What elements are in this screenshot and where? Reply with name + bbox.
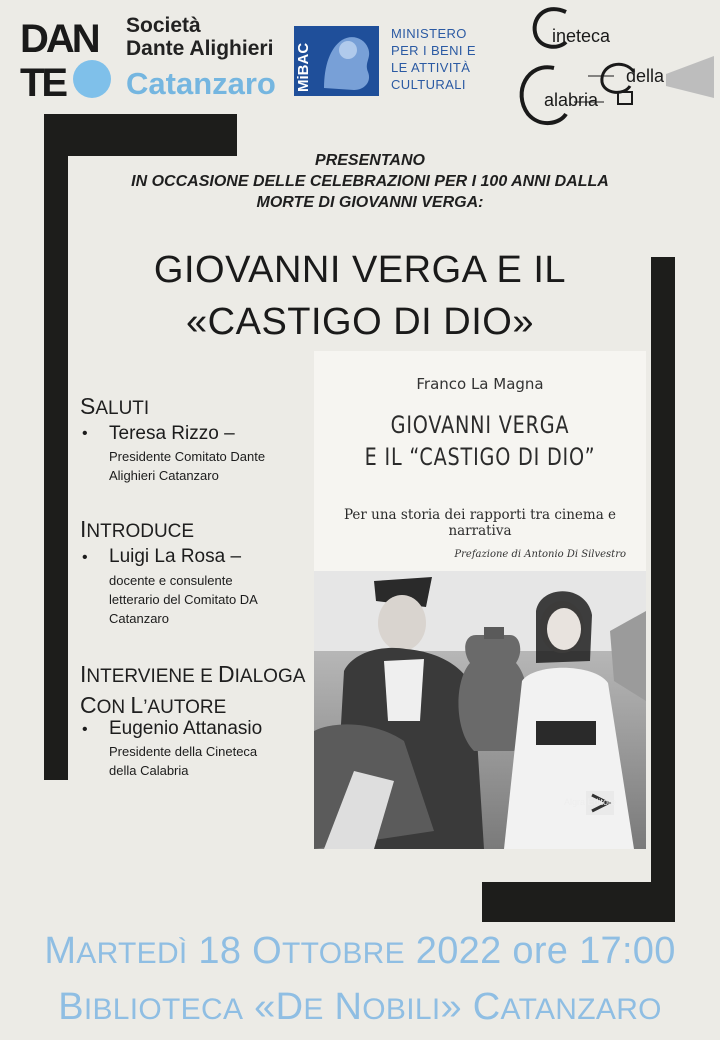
cover-subtitle: Per una storia dei rapporti tra cinema e narrativa: [343, 507, 617, 539]
book-cover: [314, 351, 646, 849]
section-introduce-heading: [80, 516, 194, 543]
bullet: •: [82, 549, 88, 566]
place-part: D: [275, 986, 304, 1028]
title-line2: «CASTIGO DI DIO»: [186, 301, 534, 343]
frame-bar-right: [651, 257, 675, 922]
cap-letter: S: [80, 393, 96, 419]
place-part: [324, 986, 335, 1028]
desc-line: letterario del Comitato DA: [109, 592, 258, 607]
desc-line: Alighieri Catanzaro: [109, 468, 219, 483]
place-part: E: [303, 993, 324, 1026]
place-part: »: [440, 986, 473, 1028]
date-part: M: [44, 930, 77, 972]
bullet: •: [82, 425, 88, 442]
intro-line: PRESENTANO: [315, 152, 425, 169]
ministero-line: CULTURALI: [391, 77, 466, 92]
cover-title-line2: E IL “CASTIGO DI DIO”: [364, 443, 596, 471]
speaker-name-saluti: Teresa Rizzo –: [109, 423, 235, 444]
svg-text:DAN: DAN: [20, 18, 98, 61]
small-caps: ALUTI: [95, 398, 150, 419]
cap-letter: C: [80, 692, 97, 718]
cap-letter: I: [80, 516, 87, 542]
speaker-desc-saluti: [109, 447, 265, 485]
societa-line1: Società: [126, 14, 201, 37]
intro-text: [90, 150, 650, 213]
speaker-name-introduce: Luigi La Rosa –: [109, 546, 242, 567]
small-caps: ON: [96, 697, 131, 718]
ministero-line: PER I BENI E: [391, 43, 476, 58]
section-saluti-heading: [80, 393, 149, 420]
desc-line: docente e consulente: [109, 573, 233, 588]
cap-letter: I: [80, 661, 87, 687]
cineteca-word: ineteca: [552, 26, 611, 46]
speaker-name-interviene: Eugenio Attanasio: [109, 718, 263, 739]
small-caps: ’AUTORE: [143, 697, 227, 718]
date-part: 2022 ore 17:00: [404, 930, 676, 972]
place-part: ATANZARO: [500, 993, 662, 1026]
cover-author: Franco La Magna: [416, 375, 544, 393]
cineteca-calabria-logo: [514, 2, 714, 130]
cap-letter: L: [130, 692, 144, 718]
svg-text:TE: TE: [20, 61, 66, 100]
place-part: N: [334, 986, 363, 1028]
ministero-line: MINISTERO: [391, 26, 467, 41]
event-date: [0, 930, 720, 973]
cover-preface: Prefazione di Antonio Di Silvestro: [454, 549, 626, 560]
cineteca-word: alabria: [544, 90, 599, 110]
heading-line: [80, 660, 305, 691]
cover-photo-image: [314, 571, 646, 849]
small-caps: IALOGA: [234, 666, 306, 687]
svg-text:MiBAC: MiBAC: [295, 42, 312, 92]
ministero-text: [391, 25, 476, 93]
desc-line: della Calabria: [109, 763, 189, 778]
ministero-line: LE ATTIVITÀ: [391, 60, 471, 75]
title-line1: GIOVANNI VERGA E IL: [153, 249, 567, 291]
societa-dante-text: [126, 14, 273, 60]
intro-line: MORTE DI GIOVANNI VERGA:: [256, 194, 484, 211]
dante-logo-icon: [20, 18, 112, 100]
place-part: IBLIOTECA: [83, 993, 244, 1026]
place-part: OBILI: [362, 993, 441, 1026]
cover-publisher: Algra Editore: [563, 797, 617, 807]
mibac-sculpture-icon: [294, 26, 379, 96]
desc-line: Presidente della Cineteca: [109, 744, 258, 759]
mibac-logo: [294, 26, 379, 96]
cover-title: [347, 409, 613, 473]
desc-line: Catanzaro: [109, 611, 169, 626]
date-part: TTOBRE: [282, 937, 405, 970]
societa-line2: Dante Alighieri: [126, 37, 274, 60]
small-caps: NTRODUCE: [86, 521, 195, 542]
cineteca-word: della: [626, 66, 665, 86]
dante-alighieri-logo-mark: [20, 18, 112, 100]
date-part: ARTEDÌ: [76, 937, 188, 970]
place-part: «: [243, 986, 276, 1028]
small-caps: NTERVIENE E: [86, 666, 219, 687]
bullet: •: [82, 721, 88, 738]
frame-bar-bottom: [482, 882, 675, 922]
event-title: [70, 244, 650, 348]
place-part: B: [58, 986, 84, 1028]
event-place: [0, 986, 720, 1029]
date-part: O: [252, 930, 283, 972]
desc-line: Presidente Comitato Dante: [109, 449, 266, 464]
intro-line: IN OCCASIONE DELLE CELEBRAZIONI PER I 100 ANNI DALLA: [131, 173, 609, 190]
speaker-desc-interviene: [109, 742, 257, 780]
cap-letter: D: [218, 661, 235, 687]
societa-city: Catanzaro: [126, 66, 276, 101]
date-part: 18: [187, 930, 253, 972]
section-interviene-heading: [80, 660, 305, 722]
speaker-desc-introduce: [109, 571, 258, 628]
cineteca-logo-icon: [514, 2, 714, 130]
place-part: C: [472, 986, 501, 1028]
frame-bar-left: [44, 114, 68, 780]
cover-title-line1: GIOVANNI VERGA: [390, 411, 570, 439]
